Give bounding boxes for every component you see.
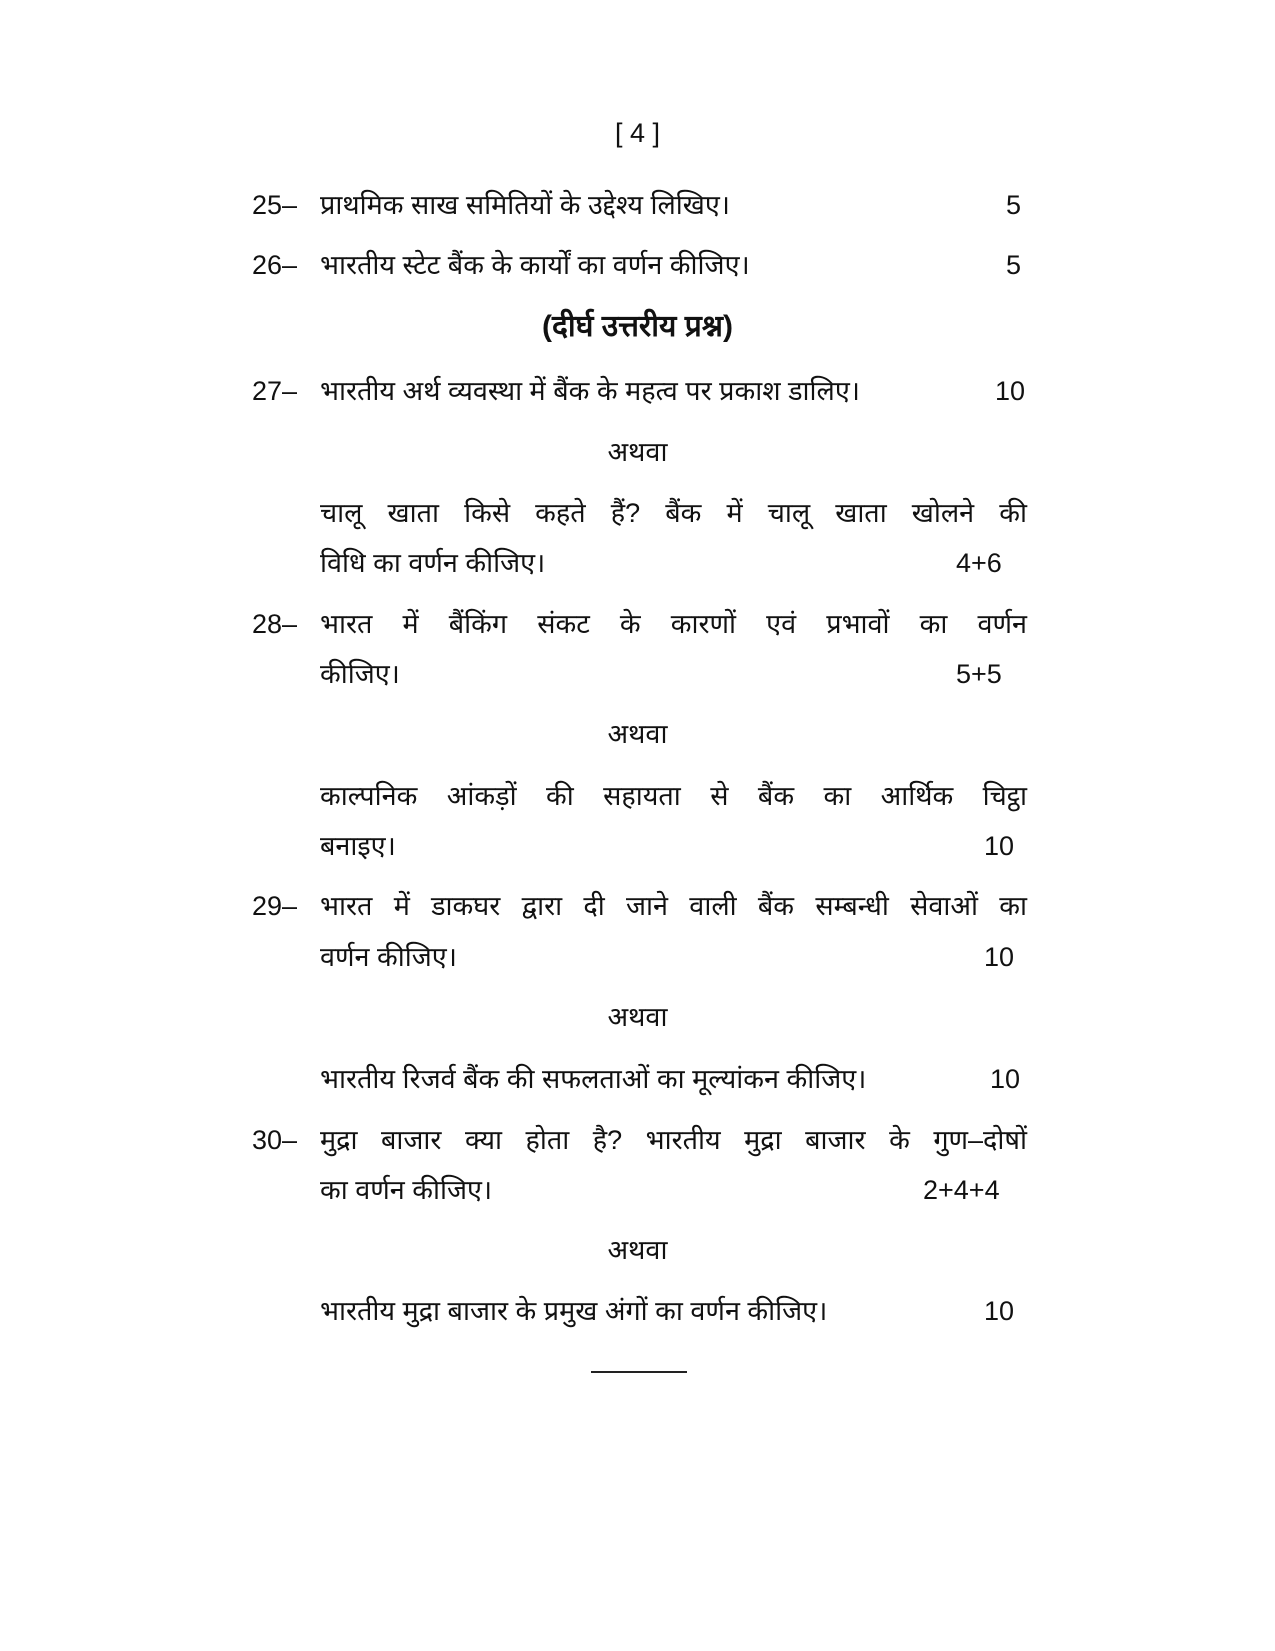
- question-marks: 5: [1006, 190, 1022, 220]
- alternative-text-line: काल्पनिक आंकड़ों की सहायता से बैंक का आर्थिक चिट्ठा: [320, 781, 1027, 811]
- alternative-marks: 10: [990, 1064, 1021, 1094]
- or-label: अथवा: [607, 719, 668, 749]
- end-rule: [591, 1371, 687, 1373]
- question-marks: 5: [1006, 250, 1022, 280]
- question-text-line: वर्णन कीजिए।: [320, 942, 457, 972]
- or-label: अथवा: [607, 1002, 668, 1032]
- question-text-line: भारत में बैंकिंग संकट के कारणों एवं प्रभावों का वर्णन: [320, 609, 1027, 639]
- question-marks: 10: [995, 376, 1026, 406]
- question-number: 27–: [252, 376, 298, 406]
- question-text-line: का वर्णन कीजिए।: [320, 1175, 493, 1205]
- or-label: अथवा: [607, 1235, 668, 1265]
- alternative-marks: 10: [984, 831, 1015, 861]
- question-text: भारतीय स्टेट बैंक के कार्यों का वर्णन कीजिए।: [320, 250, 750, 280]
- question-marks: 5+5: [956, 659, 1002, 689]
- alternative-text-line: विधि का वर्णन कीजिए।: [320, 548, 546, 578]
- alternative-marks: 4+6: [956, 548, 1002, 578]
- alternative-text-line: बनाइए।: [320, 831, 396, 861]
- section-heading: (दीर्घ उत्तरीय प्रश्न): [542, 310, 733, 343]
- question-number: 25–: [252, 190, 298, 220]
- alternative-marks: 10: [984, 1296, 1015, 1326]
- question-number: 28–: [252, 609, 298, 639]
- question-text-line: कीजिए।: [320, 659, 400, 689]
- alternative-text: भारतीय रिजर्व बैंक की सफलताओं का मूल्यांकन कीजिए।: [320, 1064, 867, 1094]
- question-number: 29–: [252, 891, 298, 921]
- question-marks: 10: [984, 942, 1015, 972]
- question-number: 30–: [252, 1125, 298, 1155]
- question-text: प्राथमिक साख समितियों के उद्देश्य लिखिए।: [320, 190, 731, 220]
- question-marks: 2+4+4: [923, 1175, 1000, 1205]
- alternative-text-line: चालू खाता किसे कहते हैं? बैंक में चालू खाता खोलने की: [320, 498, 1027, 528]
- question-text: भारतीय अर्थ व्यवस्था में बैंक के महत्व पर प्रकाश डालिए।: [320, 376, 860, 406]
- question-text-line: भारत में डाकघर द्वारा दी जाने वाली बैंक सम्बन्धी सेवाओं का: [320, 891, 1027, 921]
- or-label: अथवा: [607, 437, 668, 467]
- question-number: 26–: [252, 250, 298, 280]
- page-number: [ 4 ]: [614, 118, 661, 148]
- alternative-text: भारतीय मुद्रा बाजार के प्रमुख अंगों का वर्णन कीजिए।: [320, 1296, 828, 1326]
- question-text-line: मुद्रा बाजार क्या होता है? भारतीय मुद्रा बाजार के गुण–दोषों: [320, 1125, 1027, 1155]
